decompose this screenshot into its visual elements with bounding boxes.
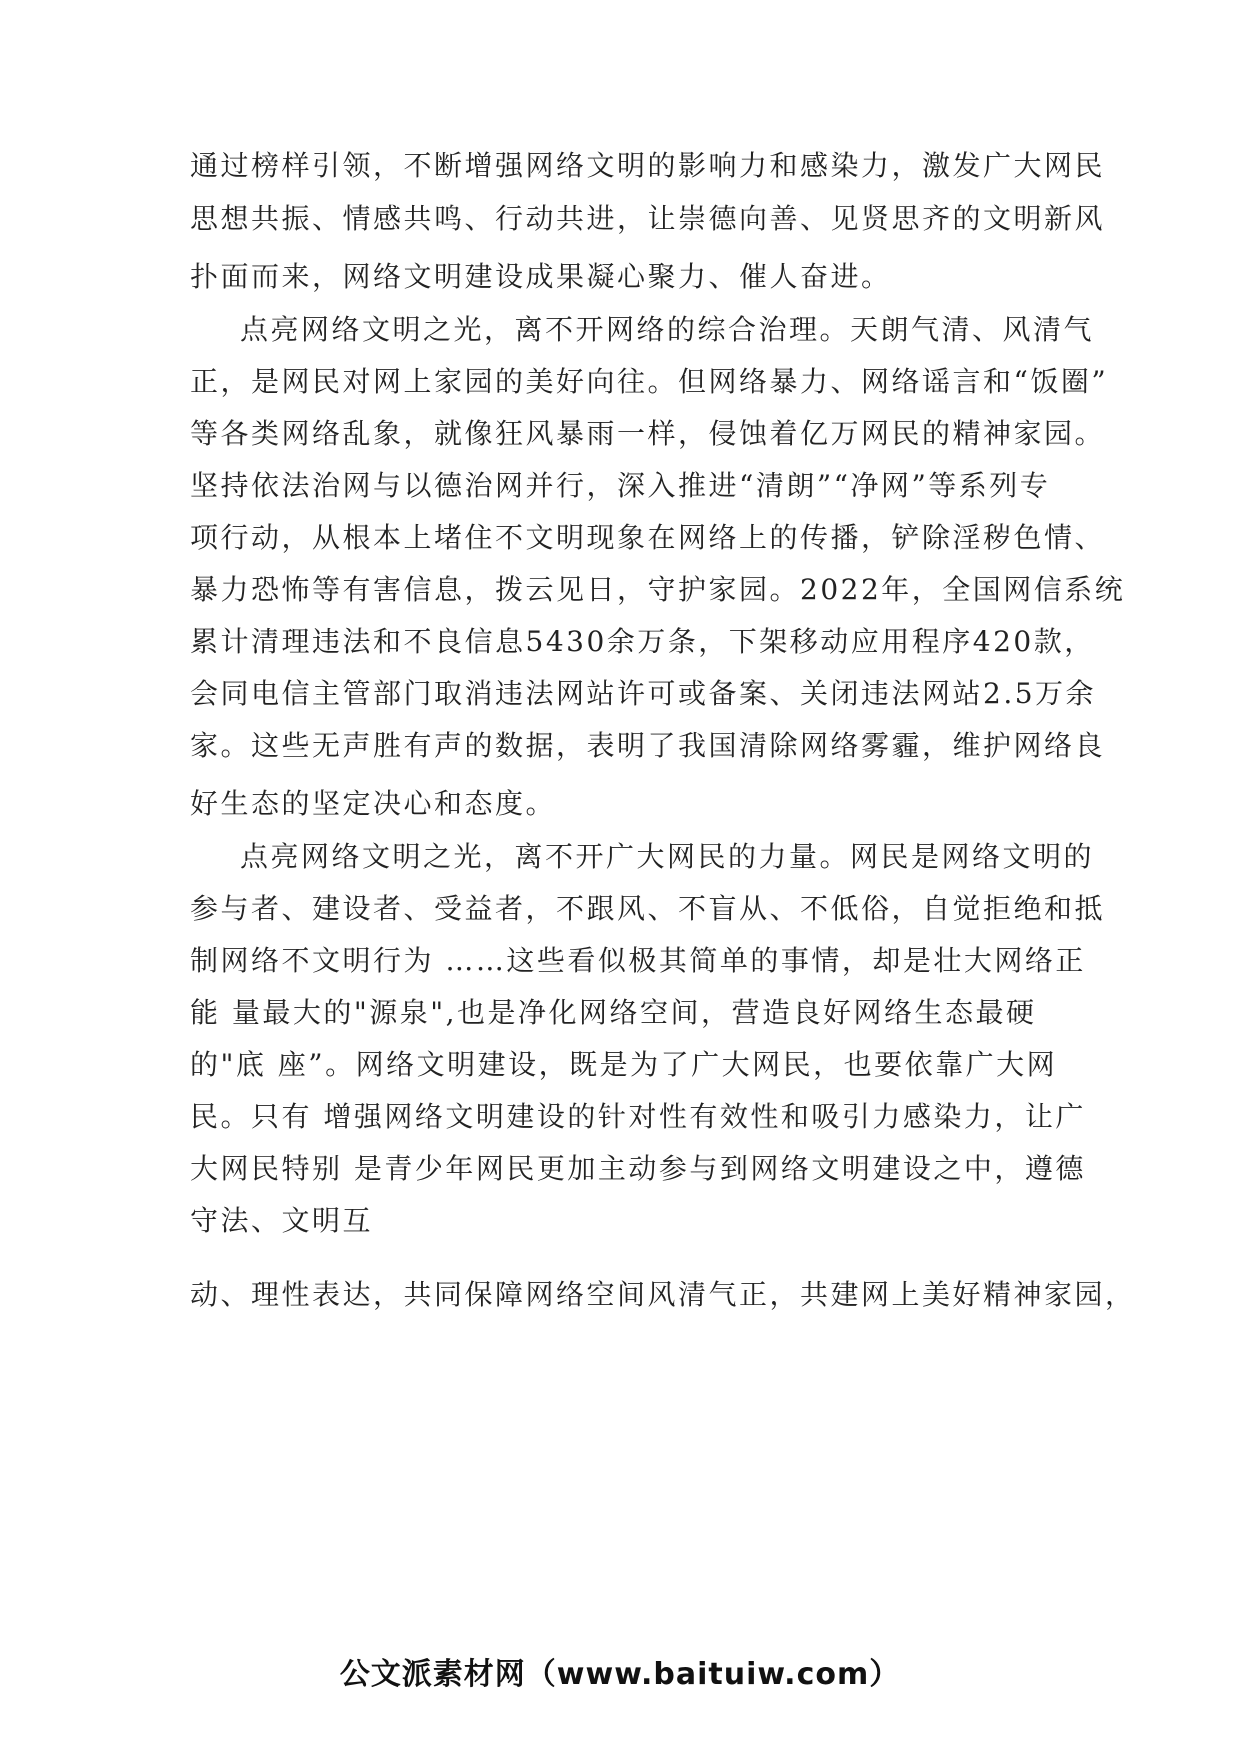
paragraph-line: 大网民特别 是青少年网民更加主动参与到网络文明建设之中，遵德 xyxy=(190,1152,1086,1185)
paragraph-line: 家。这些无声胜有声的数据，表明了我国清除网络雾霾，维护网络良 xyxy=(190,729,1106,762)
paragraph-line: 点亮网络文明之光，离不开网络的综合治理。天朗气清、风清气 xyxy=(240,313,1095,346)
paragraph-line: 累计清理违法和不良信息5430余万条，下架移动应用程序420款， xyxy=(190,625,1095,658)
paragraph-line: 民。只有 增强网络文明建设的针对性有效性和吸引力感染力，让广 xyxy=(190,1100,1086,1133)
footer-source: 公文派素材网（www.baituiw.com） xyxy=(339,1657,901,1692)
paragraph-line: 暴力恐怖等有害信息，拨云见日，守护家园。2022年，全国网信系统 xyxy=(190,573,1126,606)
paragraph-line: 思想共振、情感共鸣、行动共进，让崇德向善、见贤思齐的文明新风 xyxy=(190,202,1106,235)
paragraph-line: 参与者、建设者、受益者，不跟风、不盲从、不低俗，自觉拒绝和抵 xyxy=(190,892,1106,925)
paragraph-line: 动、理性表达，共同保障网络空间风清气正，共建网上美好精神家园， xyxy=(190,1278,1136,1311)
paragraph-line: 好生态的坚定决心和态度。 xyxy=(190,787,557,820)
paragraph-line: 扑面而来，网络文明建设成果凝心聚力、催人奋进。 xyxy=(190,260,892,293)
paragraph-line: 点亮网络文明之光，离不开广大网民的力量。网民是网络文明的 xyxy=(240,840,1095,873)
paragraph-line: 会同电信主管部门取消违法网站许可或备案、关闭违法网站2.5万余 xyxy=(190,677,1097,710)
paragraph-line: 等各类网络乱象，就像狂风暴雨一样，侵蚀着亿万网民的精神家园。 xyxy=(190,417,1106,450)
paragraph-line: 通过榜样引领，不断增强网络文明的影响力和感染力，激发广大网民 xyxy=(190,149,1106,182)
paragraph-line: 正，是网民对网上家园的美好向往。但网络暴力、网络谣言和“饭圈” xyxy=(190,365,1109,398)
paragraph-line: 制网络不文明行为 ……这些看似极其简单的事情，却是壮大网络正 xyxy=(190,944,1086,977)
paragraph-line: 守法、文明互 xyxy=(190,1204,374,1237)
paragraph-line: 的"底 座”。网络文明建设，既是为了广大网民，也要依靠广大网 xyxy=(190,1048,1058,1081)
paragraph-line: 项行动，从根本上堵住不文明现象在网络上的传播，铲除淫秽色情、 xyxy=(190,521,1106,554)
paragraph-line: 坚持依法治网与以德治网并行，深入推进“清朗”“净网”等系列专 xyxy=(190,469,1051,502)
paragraph-line: 能 量最大的"源泉",也是净化网络空间，营造良好网络生态最硬 xyxy=(190,996,1037,1029)
